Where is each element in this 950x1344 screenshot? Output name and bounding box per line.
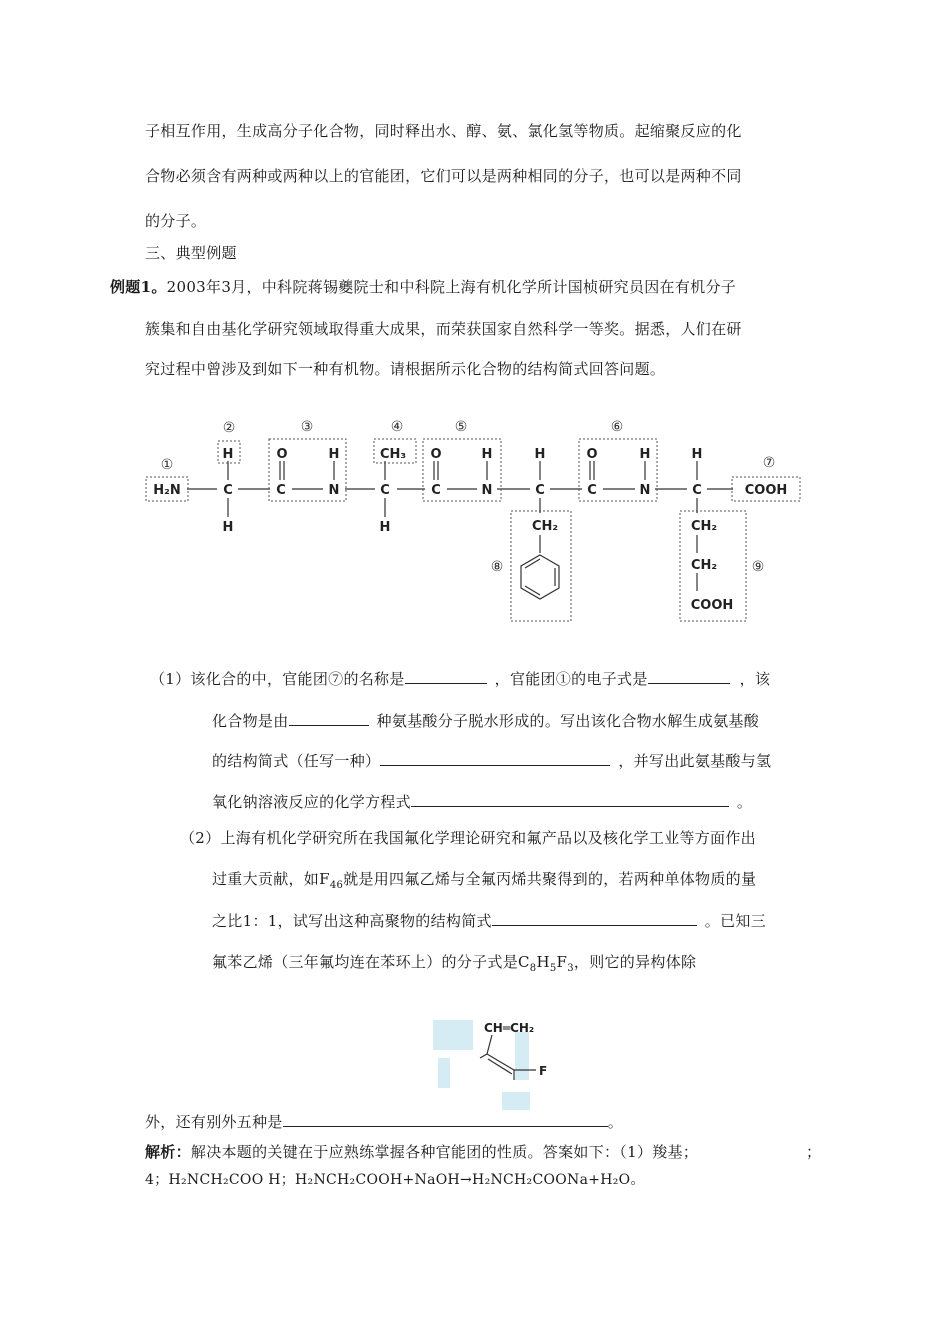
q2-line3-b: 。已知三 (704, 912, 766, 930)
q2-sub: 3 (567, 963, 574, 974)
answer-blank[interactable] (405, 669, 487, 684)
answer-label: 解析： (145, 1143, 191, 1161)
answer-blank[interactable] (411, 792, 729, 807)
q1-line-3 (212, 750, 771, 771)
example-line-3: 究过程中曾涉及到如下一种有机物。请根据所示化合物的结构简式回答问题。 (145, 360, 666, 378)
answer-blank[interactable] (289, 711, 369, 726)
label-3: ③ (300, 419, 314, 435)
atom-ch3: CH₃ (379, 447, 407, 462)
atom-n: N (639, 483, 651, 498)
atom-ch2: CH₂ (690, 519, 718, 534)
atom-h: H (328, 447, 340, 462)
atom-n: N (328, 483, 340, 498)
q2-end-b: 。 (607, 1113, 624, 1131)
atom-cooh: COOH (690, 598, 734, 613)
q1-line4-b: 。 (736, 793, 753, 811)
atom-c: C (223, 483, 233, 498)
example-label: 例题1。 (110, 278, 167, 296)
atom-o: O (430, 447, 442, 462)
vinyl-group: CH═CH₂ (484, 1021, 535, 1035)
q2-line4-a: 氟苯乙烯（三年氟均连在苯环上）的分子式是C (212, 953, 530, 971)
atom-n: N (481, 483, 493, 498)
answer-blank[interactable] (492, 911, 697, 926)
label-9: ⑨ (751, 559, 765, 575)
q2-line3-a: 之比1：1，试写出这种高聚物的结构简式 (212, 912, 492, 930)
section-heading: 三、典型例题 (145, 244, 237, 262)
q2-line4-b: ，则它的异构体除 (573, 953, 697, 971)
atom-c: C (431, 483, 441, 498)
atom-c: C (276, 483, 286, 498)
label-6: ⑥ (610, 419, 624, 435)
q1-part-b: ，官能团①的电子式是 (494, 670, 648, 688)
q2-end-a: 外，还有别外五种是 (145, 1113, 283, 1131)
q1-line-1 (150, 668, 770, 689)
answer-blank[interactable] (283, 1112, 608, 1127)
q2-line-4 (212, 951, 696, 974)
q2-line-3 (212, 910, 766, 931)
label-8: ⑧ (490, 559, 504, 575)
q1-line3-a: 的结构简式（任写一种） (212, 752, 381, 770)
atom-cooh: COOH (744, 483, 788, 498)
atom-c: C (587, 483, 597, 498)
q1-line4-a: 氧化钠溶液反应的化学方程式 (212, 793, 411, 811)
example-line-1 (110, 276, 736, 297)
q2-line2-b: 就是用四氟乙烯与全氟丙烯共聚得到的，若两种单体物质的量 (343, 870, 757, 888)
q2-sub: 5 (549, 963, 557, 974)
label-1: ① (160, 457, 174, 473)
label-2: ② (222, 420, 236, 436)
fluoro-atom: F (539, 1064, 548, 1078)
answer-blank[interactable] (380, 751, 610, 766)
answer-blank[interactable] (648, 669, 730, 684)
q2-mid: F (556, 953, 568, 971)
atom-c: C (692, 483, 702, 498)
atom-h: H (481, 447, 493, 462)
peptide-structure-diagram (135, 405, 815, 630)
q1-part-a: （1）该化合的中，官能团⑦的名称是 (150, 670, 405, 688)
atom-h: H (691, 447, 703, 462)
atom-h: H (379, 520, 391, 535)
label-4: ④ (390, 419, 404, 435)
q1-line3-b: ，并写出此氨基酸与氢 (618, 752, 772, 770)
q1-line-4 (212, 791, 752, 812)
q2-line2-sub: 46 (329, 880, 344, 891)
atom-h: H (639, 447, 651, 462)
atom-h: H (222, 520, 234, 535)
atom-ch2: CH₂ (531, 519, 559, 534)
q2-mid: H (536, 953, 550, 971)
atom-o: O (586, 447, 598, 462)
example-text-1: 2003年3月，中科院蒋锡夔院士和中科院上海有机化学所计国桢研究员因在有机分子 (166, 278, 737, 296)
atom-o: O (276, 447, 288, 462)
answer-line-1 (145, 1141, 698, 1162)
q2-sub: 8 (529, 963, 537, 974)
atom-h: H (222, 447, 234, 462)
atom-c: C (535, 483, 545, 498)
label-5: ⑤ (454, 419, 468, 435)
q2-end-line (145, 1111, 623, 1132)
atom-h2n: H₂N (153, 483, 181, 498)
q1-line-2 (212, 710, 759, 731)
intro-line-1: 子相互作用，生成高分子化合物，同时释出水、醇、氨、氯化氢等物质。起缩聚反应的化 (145, 122, 742, 140)
q1-part-c: ，该 (739, 670, 771, 688)
answer-line-2: 4；H₂NCH₂COO H；H₂NCH₂COOH+NaOH→H₂NCH₂COONa+H₂O。 (145, 1172, 645, 1188)
atom-c: C (380, 483, 390, 498)
intro-line-3: 的分子。 (145, 212, 207, 230)
label-7: ⑦ (762, 455, 776, 471)
atom-ch2: CH₂ (690, 558, 718, 573)
styrene-fragment-diagram (430, 1010, 570, 1120)
example-line-2: 簇集和自由基化学研究领域取得重大成果，而荣获国家自然科学一等奖。据悉，人们在研 (145, 320, 742, 338)
atom-h: H (534, 447, 546, 462)
q1-line2-b: 种氨基酸分子脱水形成的。写出该化合物水解生成氨基酸 (376, 712, 760, 730)
q2-line-1: （2）上海有机化学研究所在我国氟化学理论研究和氟产品以及核化学工业等方面作出 (180, 829, 756, 847)
q2-line-2 (212, 868, 756, 891)
answer-text: 解决本题的关键在于应熟练掌握各种官能团的性质。答案如下：（1）羧基； (190, 1143, 699, 1161)
intro-line-2: 合物必须含有两种或两种以上的官能团，它们可以是两种相同的分子，也可以是两种不同 (145, 167, 742, 185)
q2-line2-a: 过重大贡献，如F (212, 870, 330, 888)
answer-semicolon: ； (806, 1143, 822, 1161)
q1-line2-a: 化合物是由 (212, 712, 289, 730)
